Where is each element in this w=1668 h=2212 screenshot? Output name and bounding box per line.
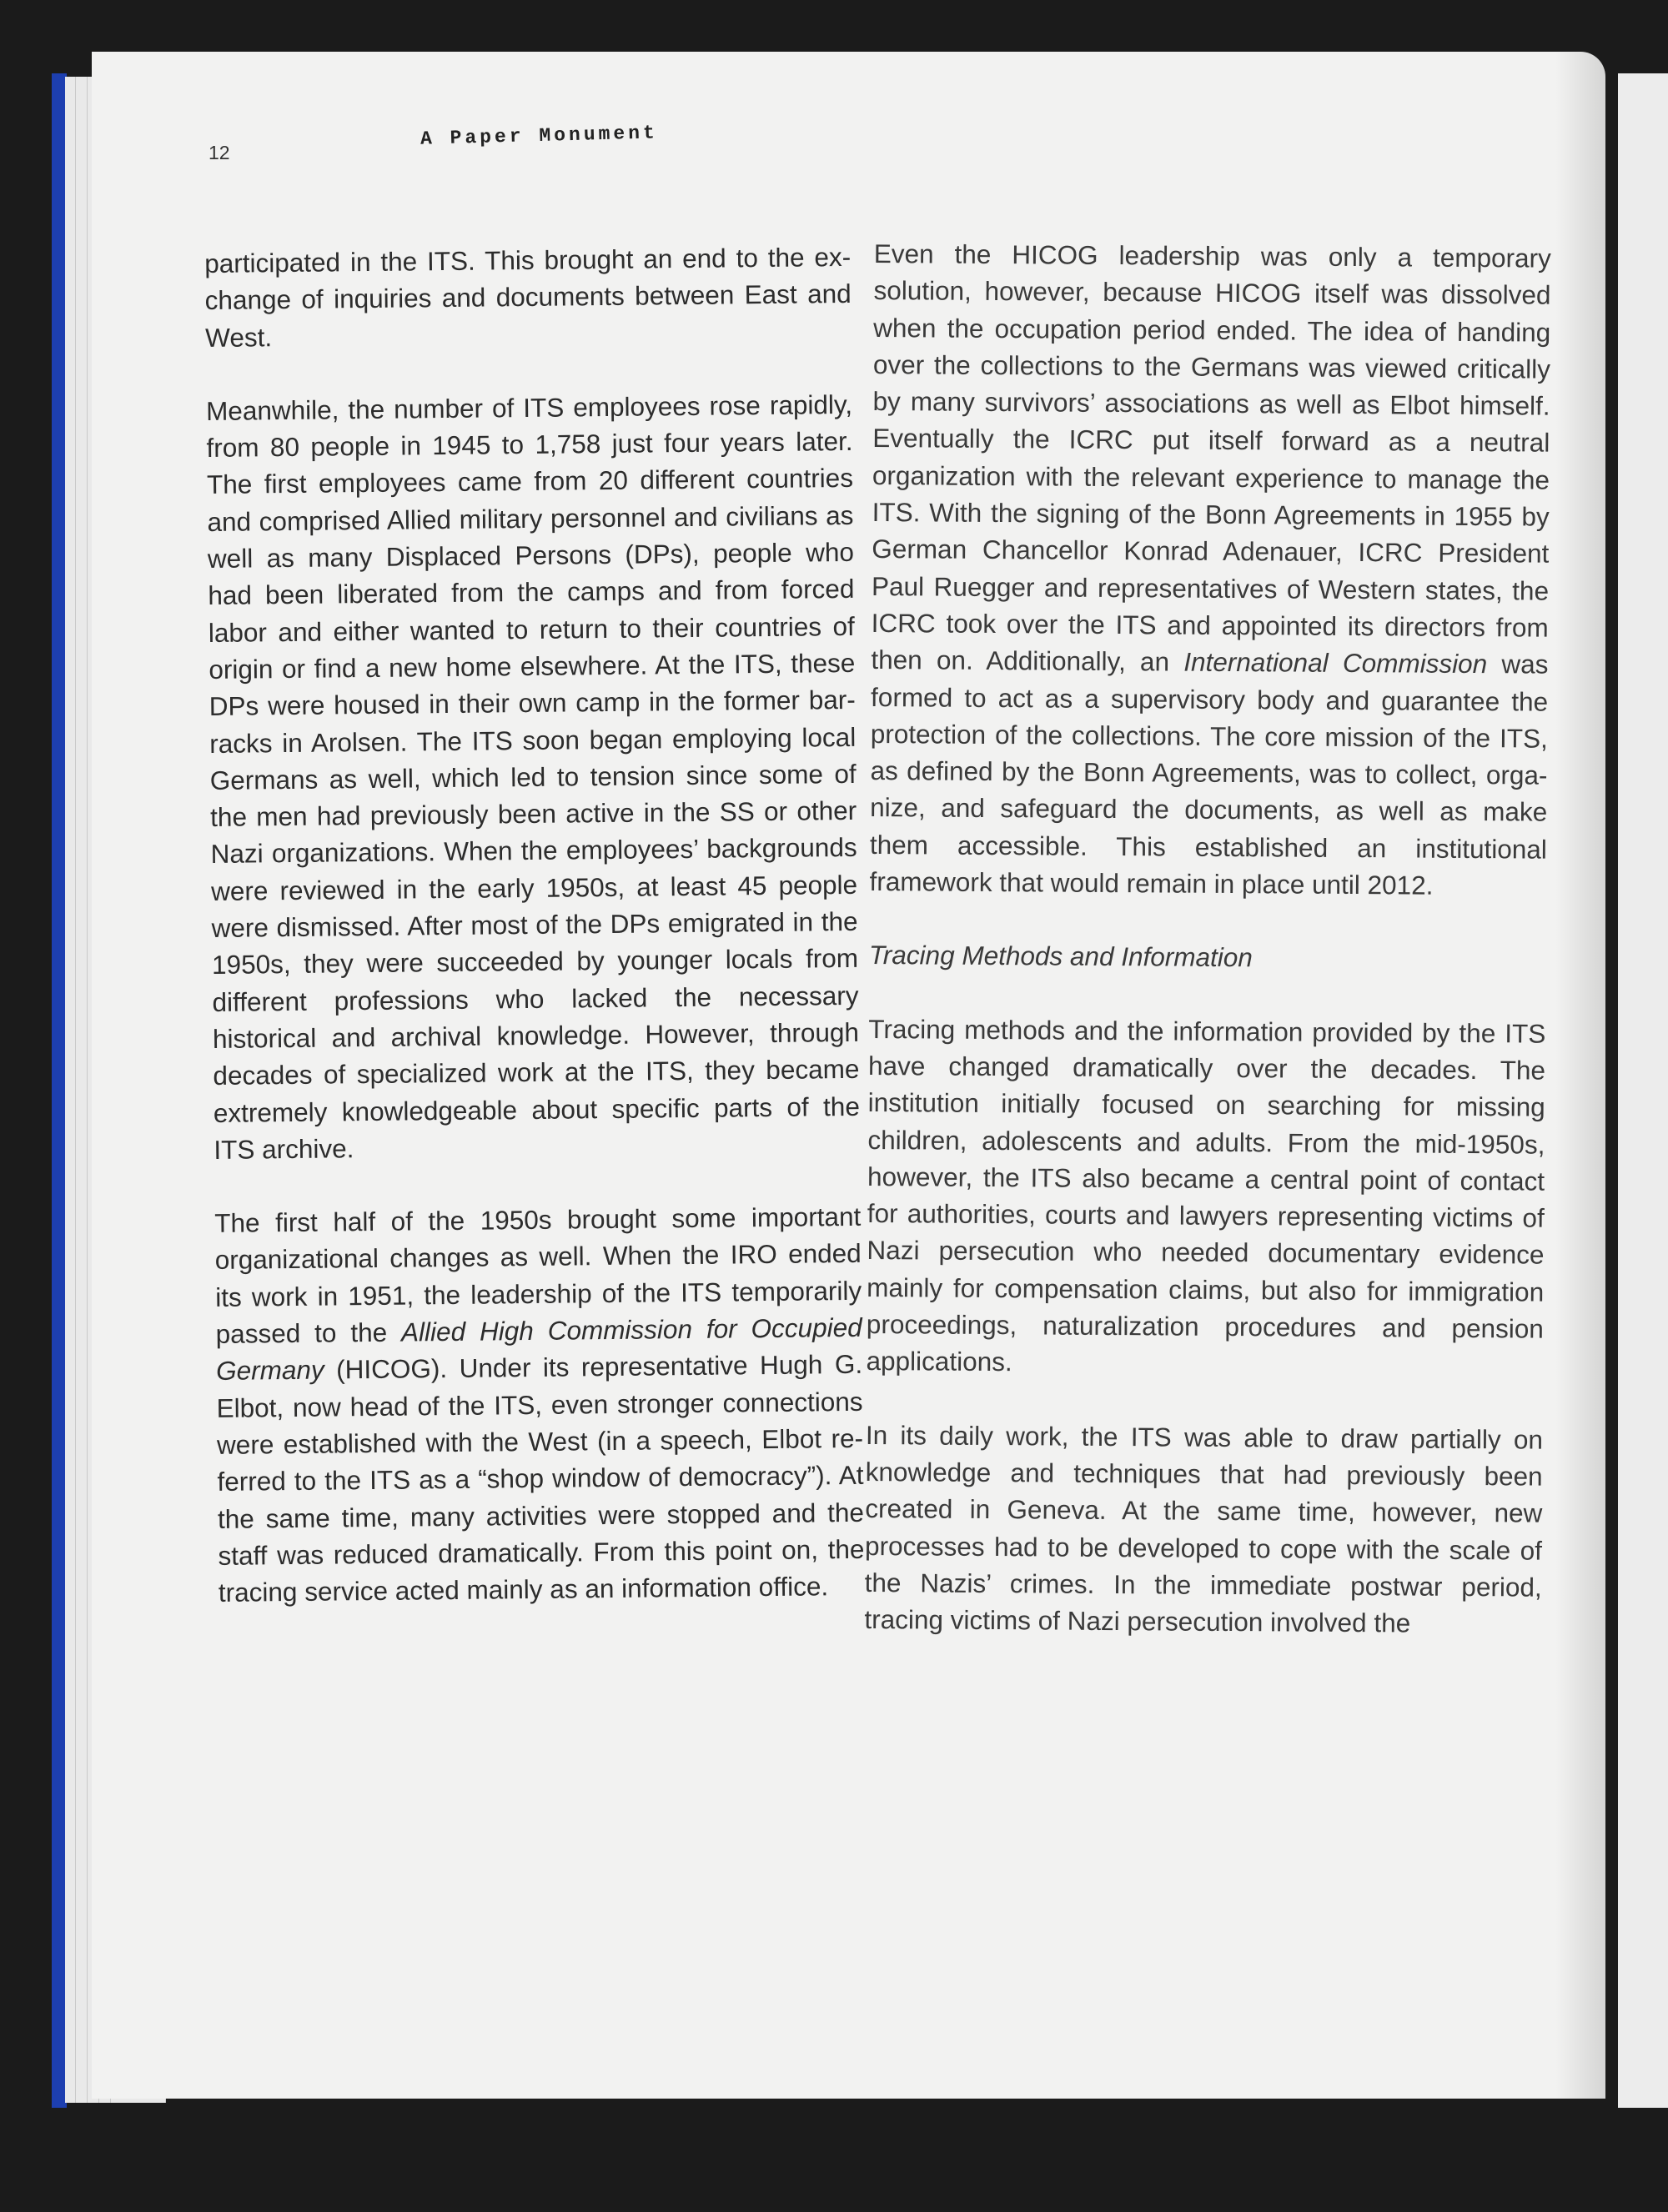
text: was formed to act as a supervisory body and guarantee the protection of the collections. The core mission of the ITS, as defined by the Bonn Agreements, was to collect, organize, and safeguard the documents, as well as make them accessible. This established an institutional framework that would remain in place until 2012. [869, 649, 1549, 900]
paragraph: Tracing methods and the information provided by the ITS have changed dramatically over the decades. The institution initially focused on searching for missing children, adolescents and adults. From the mid-1950s, however, the ITS also became a central point of contact for authorities, courts and lawyers representing victims of Nazi persecution who needed documentary evidence mainly for compensation claims, but also for immigration proceedings, naturalization procedures and pension applications. [866, 1013, 1546, 1377]
text: Even the HICOG leadership was only a temporary solution, however, because HICOG itself was dissolved when the occupation period ended. The idea of handing over the collections to the Germans was viewed critically by many survivors’ associations as well as Elbot himself. Eventually the ICRC put itself forward as a neutral organization with the relevant experience to manage the ITS. With the signing of the Bonn Agreements in 1955 by German Chancellor Konrad Adenauer, ICRC President Paul Ruegger and representatives of Western states, the ICRC took over the ITS and appointed its directors from then on. Additionally, an [871, 238, 1551, 677]
paragraph: Meanwhile, the number of ITS employees rose rapidly, from 80 people in 1945 to 1,758 just four years later. The first employees came from 20 different countries and comprised Allied military personnel and civilians as well as many Displaced Persons (DPs), people who had been liberated from the camps and from forced labor and either wanted to return to their countries of origin or find a new home elsewhere. At the ITS, these DPs were housed in their own camp in the former barracks in Arolsen. The ITS soon began employing local Germans as well, which led to tension since some of the men had previously been active in the SS or other Nazi organizations. When the employees’ backgrounds were reviewed in the early 1950s, at least 45 people were dismissed. After most of the DPs emigrated in the 1950s, they were succeeded by younger locals from different professions who lacked the necessary historical and archival knowledge. However, through decades of specialized work at the ITS, they became extremely knowledgeable about specific parts of the ITS archive. [205, 389, 861, 1165]
running-head: A Paper Monument [420, 122, 659, 150]
emphasis: International Commission [1183, 646, 1488, 680]
right-column [864, 235, 1551, 1679]
paragraph: participated in the ITS. This brought an end to the exchange of inquiries and documents between East and West. [204, 241, 852, 353]
page-edge [87, 77, 88, 2103]
paragraph [869, 235, 1551, 905]
page-number: 12 [208, 142, 230, 163]
paragraph [214, 1198, 865, 1611]
facing-page-edge [1618, 73, 1668, 2108]
left-column [204, 238, 866, 1648]
page-edge [75, 77, 76, 2103]
text: The first half of the 1950s brought some important organizational changes as well. When the IRO ended its work in 1951, the leadership of the ITS temporarily passed to the [214, 1201, 862, 1349]
book-page [92, 52, 1605, 2099]
page-curl-shadow [1555, 52, 1605, 2099]
section-subheading: Tracing Methods and Information [868, 940, 1253, 973]
text: (HICOG). Under its representative Hugh G. Elbot, now head of the ITS, even stronger connections were established with the West (in a speech, Elbot referred to the ITS as a “shop window of democracy”). At the same time, many activities were stopped and the staff was reduced dramatically. From this point on, the tracing service acted mainly as an information office. [216, 1349, 865, 1608]
paragraph: In its daily work, the ITS was able to draw partially on knowledge and techniques that had previously been created in Geneva. At the same time, however, new processes had to be developed to cope with the scale of the Nazis’ crimes. In the immediate postwar period, tracing victims of Nazi persecution involved the [864, 1419, 1544, 1638]
emphasis: Allied High Commission for Occupied Germany [215, 1312, 862, 1387]
